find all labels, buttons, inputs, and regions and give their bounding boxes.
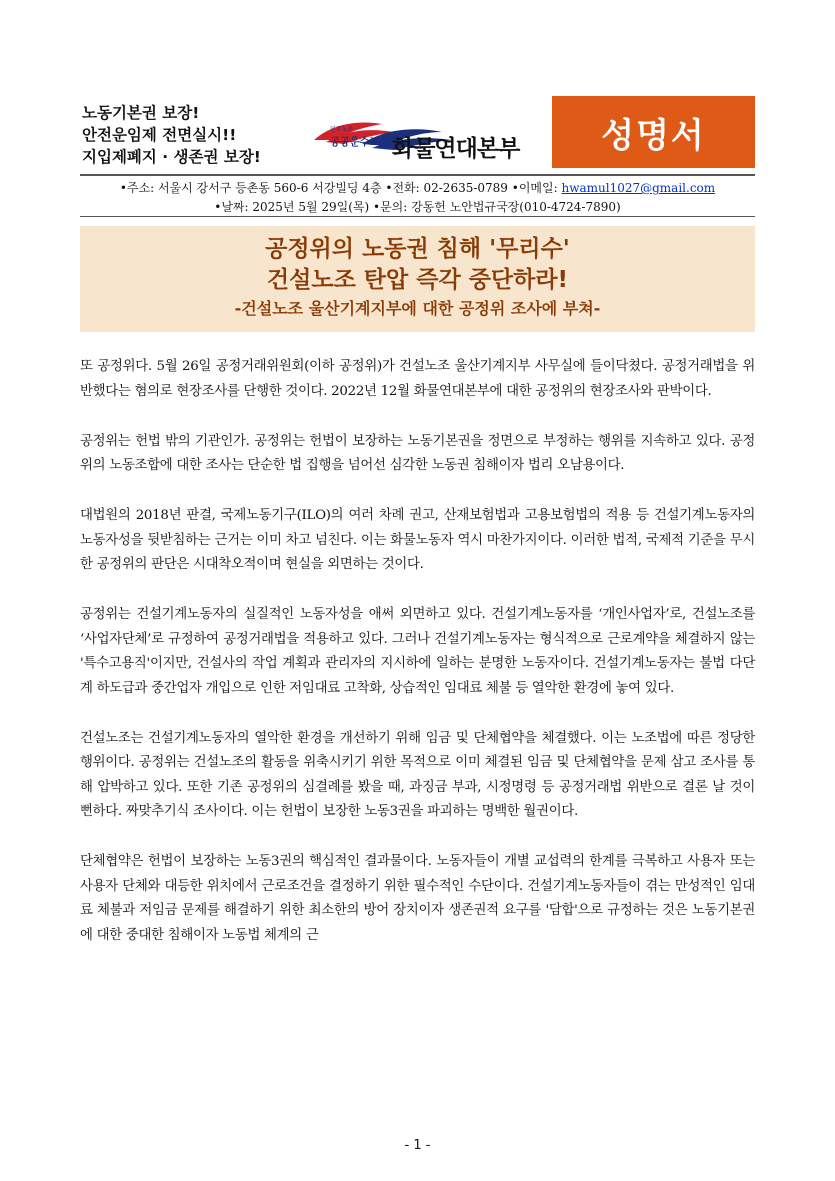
slogan-2: 안전운임제 전면실시!!: [82, 126, 237, 144]
paragraph-1: 또 공정위다. 5월 26일 공정거래위원회(이하 공정위)가 건설노조 울산기계지부 사무실에 들이닥쳤다. 공정거래법을 위반했다는 혐의로 현장조사를 단행한 것이다. 2022년 12월 화물연대본부에 대한 공정위의 현장조사와 판박이다.: [80, 359, 755, 399]
logo-small-text: 민주노총: [330, 126, 354, 133]
statement-body: [80, 355, 755, 974]
email-link[interactable]: hwamul1027@gmail.com: [561, 181, 716, 195]
badge-label: 성명서: [601, 115, 706, 156]
slogans: [82, 102, 287, 168]
header-rule: [80, 174, 755, 176]
headline-line-1: 공정위의 노동권 침해 '무리수': [265, 236, 570, 262]
contact-rule: [80, 216, 755, 217]
slogan-3: 지입제폐지 · 생존권 보장!: [82, 148, 261, 166]
subtitle: -건설노조 울산기계지부에 대한 공정위 조사에 부쳐-: [234, 299, 601, 318]
paragraph-3: 대법원의 2018년 판결, 국제노동기구(ILO)의 여러 차례 권고, 산재보험법과 고용보험법의 적용 등 건설기계노동자의 노동자성을 뒷받침하는 근거는 이미 차고 넘친다. 이는 화물노동자 역시 마찬가지이다. 이러한 법적, 국제적 기준을 무시한 공정위의 판단은 시대착오적이며 현실을 외면하는 것이다.: [80, 508, 755, 572]
paragraph-4: 공정위는 건설기계노동자의 실질적인 노동자성을 애써 외면하고 있다. 건설기계노동자를 ‘개인사업자’로, 건설노조를 ‘사업자단체’로 규정하여 공정거래법을 적용하고 있다. 그러나 건설기계노동자는 형식적으로 근로계약을 체결하지 않는 '특수고용직'이지만, 건설사의 작업 계획과 관리자의 지시하에 일하는 분명한 노동자이다. 건설기계노동자는 불법 다단계 하도급과 중간업자 개입으로 인한 저임대료 고착화, 상습적인 임대료 체불 등 열악한 환경에 놓여 있다.: [80, 607, 755, 696]
contact-info: •주소: 서울시 강서구 등촌동 560-6 서강빌딩 4층 •전화: 02-2635-0789 •이메일:: [119, 181, 562, 195]
page-number: - 1 -: [404, 1138, 431, 1153]
letterhead: [80, 96, 755, 174]
paragraph-5: 건설노조는 건설기계노동자의 열악한 환경을 개선하기 위해 임금 및 단체협약을 체결했다. 이는 노조법에 따른 정당한 행위이다. 공정위는 건설노조의 활동을 위축시키기 위한 목적으로 이미 체결된 임금 및 단체협약을 문제 삼고 조사를 통해 압박하고 있다. 또한 기존 공정위의 심결례를 봤을 때, 과징금 부과, 시정명령 등 공정거래법 위반으로 결론 날 것이 뻔하다. 짜맞추기식 조사이다. 이는 헌법이 보장한 노동3권을 파괴하는 명백한 월권이다.: [80, 730, 755, 819]
slogan-1: 노동기본권 보장!: [82, 104, 200, 122]
contact-line-2: •날짜: 2025년 5월 29일(목) •문의: 강동헌 노안법규국장(010-4724-7890): [214, 200, 621, 214]
logo-name: 공공운수노조: [330, 136, 390, 148]
contact-line-1: [80, 179, 755, 196]
paragraph-6: 단체협약은 헌법이 보장하는 노동3권의 핵심적인 결과물이다. 노동자들이 개별 교섭력의 한계를 극복하고 사용자 또는 사용자 단체와 대등한 위치에서 근로조건을 결정하기 위한 필수적인 수단이다. 건설기계노동자들이 겪는 만성적인 임대료 체불과 저임금 문제를 해결하기 위한 최소한의 방어 장치이자 생존권적 요구를 '담합'으로 규정하는 것은 노동기본권에 대한 중대한 침해이자 노동법 체계의 근: [80, 854, 755, 943]
title-box: [80, 226, 755, 332]
paragraph-2: 공정위는 헌법 밖의 기관인가. 공정위는 헌법이 보장하는 노동기본권을 정면으로 부정하는 행위를 지속하고 있다. 공정위의 노동조합에 대한 조사는 단순한 법 집행을 넘어선 심각한 노동권 침해이자 법리 오남용이다.: [80, 433, 755, 473]
org-name: 화물연대본부: [392, 136, 520, 162]
statement-badge: [552, 96, 755, 168]
headline-line-2: 건설노조 탄압 즉각 중단하라!: [266, 267, 569, 293]
